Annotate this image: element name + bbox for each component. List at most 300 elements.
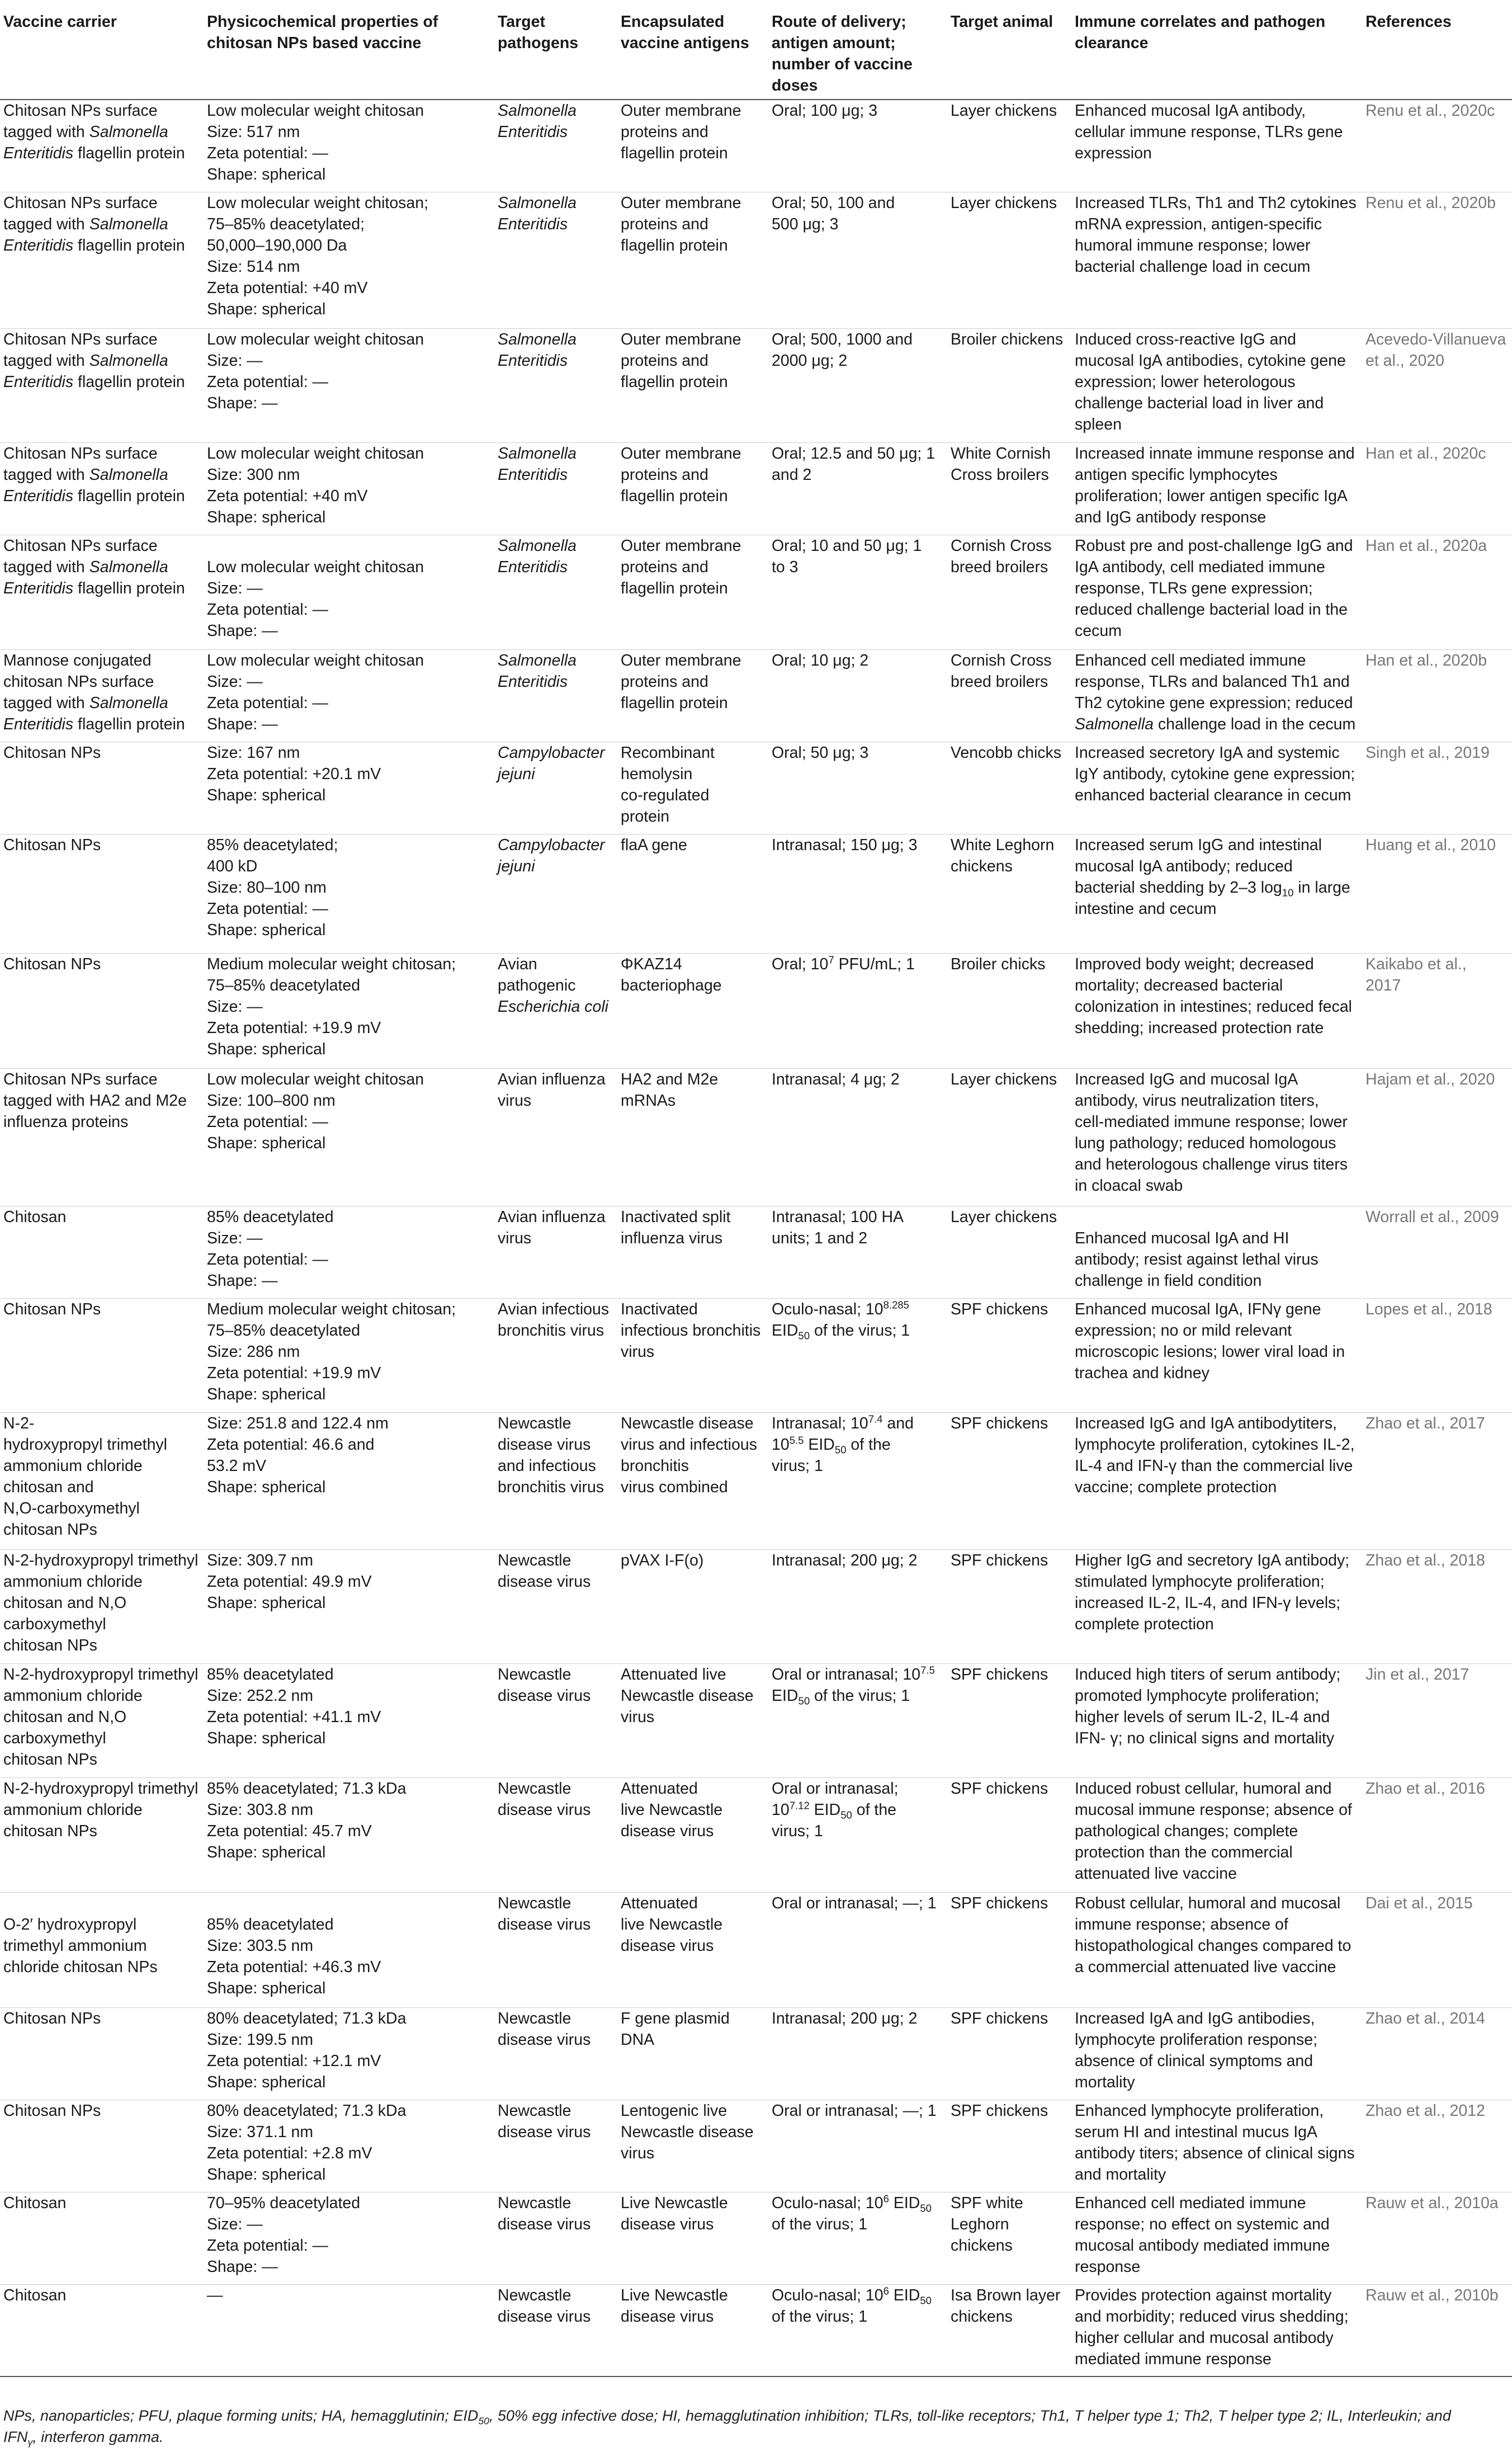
cell-line — [772, 1434, 943, 1455]
text-segment: cellular immune response, TLRs gene — [1075, 123, 1343, 141]
text-segment: γ — [27, 2436, 33, 2448]
reference-cell[interactable] — [1362, 2100, 1512, 2192]
cell-line: 80% deacetylated; 71.3 kDa — [207, 2101, 407, 2120]
text-segment: Chitosan NPs surface — [3, 194, 158, 212]
cell-line — [498, 1299, 613, 1320]
cell-line — [772, 2192, 943, 2214]
text-segment: units; 1 and 2 — [772, 1229, 868, 1247]
text-segment: serum HI and intestinal mucus IgA — [1075, 2123, 1318, 2141]
cell-line: Han et al., 2020c — [1365, 444, 1486, 463]
text-segment: disease virus — [498, 1572, 591, 1591]
cell-line — [498, 214, 613, 235]
cell-line — [772, 954, 943, 975]
cell-line — [1075, 1069, 1358, 1090]
cell-line — [1075, 2349, 1358, 2370]
animal-cell — [947, 1663, 1071, 1777]
immune-cell — [1071, 1206, 1362, 1298]
properties-cell — [204, 1892, 494, 2007]
route-cell — [768, 1549, 947, 1663]
text-segment: g; 1 — [895, 536, 922, 555]
cell-line: Shape: spherical — [207, 1979, 326, 1997]
cell-line — [1075, 671, 1358, 692]
carrier-cell — [0, 100, 204, 192]
text-segment: virus — [498, 1229, 532, 1247]
reference-cell[interactable] — [1362, 328, 1512, 442]
text-segment: flagellin protein — [73, 487, 185, 505]
column-header-target-pathogens — [494, 0, 617, 100]
cell-line: protein — [621, 807, 670, 826]
text-segment: Intranasal; 100 HA — [772, 1208, 904, 1226]
cell-line: et al., 2020 — [1365, 351, 1445, 370]
header-line: chitosan NPs based vaccine — [207, 34, 422, 52]
text-segment: Increased TLRs, Th1 and Th2 cytokines — [1075, 194, 1357, 212]
cell-line — [1075, 1706, 1358, 1728]
reference-cell[interactable] — [1362, 1777, 1512, 1892]
pathogen-cell — [494, 2007, 617, 2100]
cell-line — [3, 1434, 199, 1455]
reference-cell[interactable] — [1362, 2007, 1512, 2100]
cell-line: live Newcastle — [621, 1800, 723, 1819]
text-segment: Enteritidis — [498, 351, 568, 370]
cell-line: Size: 286 nm — [207, 1342, 300, 1361]
cell-line: Renu et al., 2020c — [1365, 102, 1495, 120]
cell-line: Worrall et al., 2009 — [1365, 1208, 1499, 1226]
cell-line: SPF chickens — [951, 1300, 1048, 1318]
text-segment: Mannose conjugated — [3, 651, 152, 669]
cell-line: 400 kD — [207, 857, 258, 875]
cell-line — [3, 100, 199, 121]
text-segment: 10 — [772, 1800, 790, 1819]
cell-line — [1075, 371, 1358, 393]
text-segment: 50 — [798, 1695, 810, 1707]
cell-line: chickens — [951, 2236, 1013, 2255]
text-segment: response, TLRs and balanced Th1 and — [1075, 672, 1350, 691]
text-segment: EID — [889, 2194, 920, 2212]
cell-line: chickens — [951, 2307, 1013, 2326]
header-line: antigen amount; — [772, 34, 896, 52]
text-segment: Salmonella — [498, 102, 577, 120]
text-segment: lung pathology; reduced homologous — [1075, 1134, 1336, 1152]
text-segment: disease virus — [498, 2307, 591, 2326]
cell-line — [3, 2100, 199, 2121]
table-row — [0, 2007, 1512, 2100]
text-segment: Oculo-nasal; 10 — [772, 1300, 883, 1318]
cell-line: Size: 303.8 nm — [207, 1800, 314, 1819]
cell-line: Shape: spherical — [207, 1843, 326, 1861]
cell-line — [1075, 1270, 1358, 1291]
cell-line: Lentogenic live — [621, 2101, 727, 2120]
cell-line — [498, 1778, 613, 1799]
text-segment: O-2′ hydroxypropyl — [3, 1915, 137, 1934]
cell-line — [498, 2029, 613, 2050]
text-segment: ammonium chloride — [3, 1456, 143, 1475]
cell-line: Zeta potential: — — [207, 600, 329, 619]
cell-line — [498, 2306, 613, 2327]
cell-line — [772, 1778, 943, 1799]
cell-line — [1075, 2306, 1358, 2327]
text-segment: a commercial attenuated live vaccine — [1075, 1958, 1336, 1976]
text-segment: Newcastle — [498, 1894, 571, 1912]
cell-line: Dai et al., 2015 — [1365, 1894, 1473, 1912]
text-segment: expression — [1075, 144, 1152, 162]
route-cell — [768, 1663, 947, 1777]
cell-line: 75–85% deacetylated — [207, 1321, 361, 1340]
text-segment: Salmonella — [498, 330, 577, 348]
reference-cell[interactable] — [1362, 834, 1512, 953]
carrier-cell — [0, 1298, 204, 1412]
cell-line — [498, 975, 613, 996]
text-segment: Enhanced lymphocyte proliferation, — [1075, 2101, 1324, 2120]
text-segment: Newcastle — [498, 2286, 571, 2304]
cell-line — [772, 214, 943, 235]
cell-line — [498, 2008, 613, 2029]
text-segment: expression; lower heterologous — [1075, 372, 1296, 391]
cell-line: hemolysin — [621, 765, 693, 783]
text-segment: Oral; 10 and 50 — [772, 536, 886, 555]
pathogen-cell — [494, 953, 617, 1068]
cell-line: Broiler chickens — [951, 330, 1064, 348]
cell-line — [3, 1069, 199, 1090]
cell-line: Zhao et al., 2016 — [1365, 1779, 1485, 1798]
cell-line — [498, 1664, 613, 1685]
text-segment: μ — [802, 215, 812, 233]
cell-line: Shape: — — [207, 715, 278, 733]
carrier-cell — [0, 1549, 204, 1663]
cell-line: SPF white — [951, 2194, 1023, 2212]
cell-line: Low molecular weight chitosan — [207, 102, 424, 120]
cell-line — [3, 1090, 199, 1111]
text-segment: chitosan and — [3, 1478, 94, 1496]
immune-cell — [1071, 2100, 1362, 2192]
cell-line — [1075, 557, 1358, 578]
cell-line — [3, 1592, 199, 1614]
cell-line: Outer membrane — [621, 444, 741, 463]
text-segment: disease virus — [498, 1915, 591, 1934]
text-segment: Salmonella — [89, 694, 168, 712]
cell-line — [1075, 1362, 1358, 1384]
text-segment: Salmonella — [89, 215, 168, 233]
reference-cell[interactable] — [1362, 2192, 1512, 2284]
table-row — [0, 649, 1512, 742]
text-segment: Oculo-nasal; 10 — [772, 2286, 883, 2304]
text-segment: protection than the commercial — [1075, 1843, 1293, 1861]
properties-cell — [204, 649, 494, 742]
text-segment: N-2- — [3, 1414, 35, 1432]
immune-cell — [1071, 1298, 1362, 1412]
cell-line: disease virus — [621, 1936, 714, 1955]
immune-cell — [1071, 649, 1362, 742]
immune-cell — [1071, 2007, 1362, 2100]
text-segment: cecum — [1075, 621, 1122, 640]
antigens-cell — [617, 1298, 768, 1412]
reference-cell[interactable] — [1362, 1412, 1512, 1549]
reference-cell[interactable] — [1362, 1549, 1512, 1663]
text-segment: complete protection — [1075, 1615, 1214, 1633]
table-row — [0, 1412, 1512, 1549]
animal-cell — [947, 1777, 1071, 1892]
text-segment: pathogenic — [498, 976, 576, 994]
cell-line: proteins and — [621, 558, 708, 576]
cell-line: Isa Brown layer — [951, 2286, 1061, 2304]
text-segment: Increased IgA and IgG antibodies, — [1075, 2009, 1315, 2027]
reference-cell[interactable] — [1362, 100, 1512, 192]
antigens-cell — [617, 328, 768, 442]
text-segment: Chitosan NPs — [3, 955, 101, 973]
text-segment: chloride chitosan NPs — [3, 1958, 158, 1976]
cell-line — [3, 1635, 199, 1656]
text-segment: Chitosan NPs surface — [3, 1070, 158, 1088]
text-segment: Induced robust cellular, humoral and — [1075, 1779, 1332, 1798]
cell-line: mRNAs — [621, 1091, 676, 1110]
cell-line — [498, 1434, 613, 1455]
text-segment: absence of clinical symptoms and — [1075, 2052, 1313, 2070]
cell-line: co-regulated — [621, 786, 710, 804]
cell-line — [3, 1935, 199, 1956]
properties-cell — [204, 742, 494, 834]
cell-line: disease virus — [621, 2215, 714, 2233]
text-segment: of the virus; 1 — [810, 1686, 910, 1705]
carrier-cell — [0, 742, 204, 834]
animal-cell — [947, 442, 1071, 535]
text-segment: mucosal IgA antibody; reduced — [1075, 857, 1293, 875]
text-segment: trachea and kidney — [1075, 1364, 1209, 1382]
cell-line — [1075, 1863, 1358, 1884]
text-segment: Oral or intranasal; — [772, 1779, 899, 1798]
cell-line — [3, 214, 199, 235]
text-segment: Oral; 50 — [772, 743, 833, 762]
route-cell — [768, 1206, 947, 1298]
cell-line: 50,000–190,000 Da — [207, 236, 347, 254]
reference-cell[interactable] — [1362, 442, 1512, 535]
cell-line: Size: — — [207, 351, 263, 370]
cell-line — [498, 856, 613, 877]
cell-line — [1075, 350, 1358, 371]
antigens-cell — [617, 953, 768, 1068]
cell-line: Shape: spherical — [207, 508, 326, 526]
reference-cell[interactable] — [1362, 535, 1512, 649]
text-segment: Oral or intranasal; 10 — [772, 1665, 921, 1684]
text-segment: flagellin protein — [73, 715, 185, 733]
cell-line — [498, 1914, 613, 1935]
cell-line: Shape: spherical — [207, 300, 326, 318]
cell-line — [1075, 763, 1358, 785]
reference-cell[interactable] — [1362, 953, 1512, 1068]
text-segment: Newcastle — [498, 2101, 571, 2120]
cell-line: Zeta potential: +19.9 mV — [207, 1364, 381, 1382]
cell-line: Renu et al., 2020b — [1365, 194, 1496, 212]
pathogen-cell — [494, 2100, 617, 2192]
cell-line: Live Newcastle — [621, 2286, 728, 2304]
cell-line: Shape: — — [207, 1271, 278, 1290]
reference-cell[interactable] — [1362, 1663, 1512, 1777]
immune-cell — [1071, 100, 1362, 192]
text-segment: challenge in field condition — [1075, 1271, 1262, 1290]
reference-cell[interactable] — [1362, 742, 1512, 834]
text-segment: and IgG antibody response — [1075, 508, 1267, 526]
header-line: Encapsulated — [621, 13, 725, 31]
text-segment: Avian influenza — [498, 1070, 606, 1088]
text-segment: μ — [863, 1070, 873, 1088]
cell-line: Low molecular weight chitosan; — [207, 194, 429, 212]
cell-line — [498, 1206, 613, 1228]
cell-line: Singh et al., 2019 — [1365, 743, 1490, 762]
text-segment: immune response; absence of — [1075, 1915, 1288, 1934]
properties-cell — [204, 2100, 494, 2192]
cell-line: bacteriophage — [621, 976, 722, 994]
carrier-cell — [0, 834, 204, 953]
text-segment: Salmonella — [498, 194, 577, 212]
text-segment: 50 — [920, 2202, 932, 2214]
text-segment: Intranasal; 4 — [772, 1070, 864, 1088]
text-segment: g; 2 — [890, 1551, 918, 1569]
properties-cell — [204, 1206, 494, 1298]
cell-line: Attenuated — [621, 1779, 698, 1798]
cell-line — [1075, 1413, 1358, 1434]
cell-line: Zhao et al., 2014 — [1365, 2009, 1485, 2027]
text-segment: 6 — [883, 2285, 889, 2297]
cell-line — [772, 350, 943, 371]
cell-line: flagellin protein — [621, 694, 728, 712]
reference-cell[interactable] — [1362, 1892, 1512, 2007]
cell-line: bronchitis — [621, 1456, 689, 1475]
cell-line — [498, 2214, 613, 2235]
cell-line — [498, 557, 613, 578]
text-segment: μ — [881, 836, 891, 854]
text-segment: response — [1075, 2257, 1141, 2276]
cell-line — [498, 443, 613, 464]
cell-line — [1075, 485, 1358, 507]
cell-line — [1075, 1685, 1358, 1706]
text-segment: Increased IgG and mucosal IgA — [1075, 1070, 1298, 1088]
cell-line — [1075, 329, 1358, 350]
cell-line — [3, 1550, 199, 1571]
cell-line — [1075, 975, 1358, 996]
table-row — [0, 1892, 1512, 2007]
cell-line: Size: — — [207, 2215, 263, 2233]
text-segment: Oral; 10 — [772, 651, 833, 669]
cell-line: Inactivated — [621, 1300, 698, 1318]
cell-line — [498, 1228, 613, 1249]
pathogen-cell — [494, 1777, 617, 1892]
pathogen-cell — [494, 649, 617, 742]
cell-line — [498, 1571, 613, 1592]
pathogen-cell — [494, 2192, 617, 2284]
cell-line — [3, 1664, 199, 1685]
text-segment: Enteritidis — [3, 144, 74, 162]
cell-line: Size: 167 nm — [207, 743, 300, 762]
cell-line — [1075, 1341, 1358, 1362]
cell-line — [3, 1455, 199, 1477]
cell-line — [772, 1413, 943, 1434]
cell-line — [1075, 1111, 1358, 1133]
reference-cell[interactable] — [1362, 649, 1512, 742]
cell-line: Hajam et al., 2020 — [1365, 1070, 1495, 1088]
cell-line — [772, 2285, 943, 2306]
immune-cell — [1071, 1549, 1362, 1663]
cell-line: Shape: spherical — [207, 1385, 326, 1403]
route-cell — [768, 535, 947, 649]
cell-line: Attenuated live — [621, 1665, 726, 1684]
table-row — [0, 535, 1512, 649]
reference-cell[interactable] — [1362, 2284, 1512, 2376]
column-header-vaccine-carrier — [0, 0, 204, 100]
cell-line — [498, 954, 613, 975]
cell-line: Zhao et al., 2017 — [1365, 1414, 1485, 1432]
table-row — [0, 1663, 1512, 1777]
pathogen-cell — [494, 1892, 617, 2007]
reference-cell[interactable] — [1362, 1068, 1512, 1206]
pathogen-cell — [494, 192, 617, 328]
cell-line — [1075, 143, 1358, 164]
text-segment: Intranasal; 10 — [772, 1414, 868, 1432]
header-line: pathogens — [498, 34, 579, 52]
reference-cell[interactable] — [1362, 1298, 1512, 1412]
text-segment: increased IL-2, IL-4, and IFN-γ levels; — [1075, 1593, 1341, 1612]
cell-line — [1075, 954, 1358, 975]
route-cell — [768, 1777, 947, 1892]
antigens-cell — [617, 1068, 768, 1206]
text-segment: Chitosan — [3, 1208, 67, 1226]
text-segment: challenge load in the cecum — [1154, 715, 1356, 733]
cell-line — [1075, 1821, 1358, 1842]
text-segment: Intranasal; 150 — [772, 836, 882, 854]
cell-line — [1075, 1320, 1358, 1341]
text-segment: Salmonella — [89, 351, 168, 370]
cell-line — [498, 1069, 613, 1090]
text-segment: flagellin protein — [73, 144, 185, 162]
pathogen-cell — [494, 1206, 617, 1298]
cell-line — [1075, 1935, 1358, 1956]
cell-line: SPF chickens — [951, 1414, 1048, 1432]
cell-line: Rauw et al., 2010a — [1365, 2194, 1499, 2212]
text-segment: Provides protection against mortality — [1075, 2286, 1332, 2304]
cell-line: Kaikabo et al., — [1365, 955, 1467, 973]
text-segment: tagged with — [3, 465, 89, 484]
reference-cell[interactable] — [1362, 1206, 1512, 1298]
cell-line — [498, 1455, 613, 1477]
text-segment: 50 — [920, 2294, 932, 2307]
table-row — [0, 2284, 1512, 2376]
text-segment: 10 — [772, 1435, 790, 1454]
text-segment: of the virus; 1 — [810, 1321, 910, 1340]
cell-line — [1075, 2256, 1358, 2277]
text-segment: and infectious — [498, 1456, 596, 1475]
cell-line: SPF chickens — [951, 1665, 1048, 1684]
cell-line: SPF chickens — [951, 2101, 1048, 2120]
cell-line — [772, 742, 943, 763]
cell-line: SPF chickens — [951, 1551, 1048, 1569]
animal-cell — [947, 1206, 1071, 1298]
cell-line — [3, 1111, 199, 1133]
text-segment: Oral; 12.5 and 50 — [772, 444, 900, 463]
cell-line: flagellin protein — [621, 144, 728, 162]
text-segment: higher levels of serum IL-2, IL-4 and — [1075, 1708, 1330, 1726]
cell-line — [772, 557, 943, 578]
text-segment: flagellin protein — [73, 579, 185, 597]
reference-cell[interactable] — [1362, 192, 1512, 328]
properties-cell — [204, 328, 494, 442]
text-segment: , 50% egg infective dose; HI, hemagglutination inhibition; TLRs, toll-like receptors; Th1, T helper type 1; Th2, T helper type 2; IL, Interleukin; and — [489, 2407, 1451, 2424]
text-segment: EID — [772, 1686, 798, 1705]
cell-line — [772, 464, 943, 485]
carrier-cell — [0, 328, 204, 442]
cell-line — [1075, 192, 1358, 214]
cell-line — [3, 350, 199, 371]
text-segment: , interferon gamma. — [32, 2429, 164, 2445]
text-segment: Enhanced cell mediated immune — [1075, 2194, 1306, 2212]
cell-line — [3, 464, 199, 485]
cell-line — [1075, 996, 1358, 1017]
